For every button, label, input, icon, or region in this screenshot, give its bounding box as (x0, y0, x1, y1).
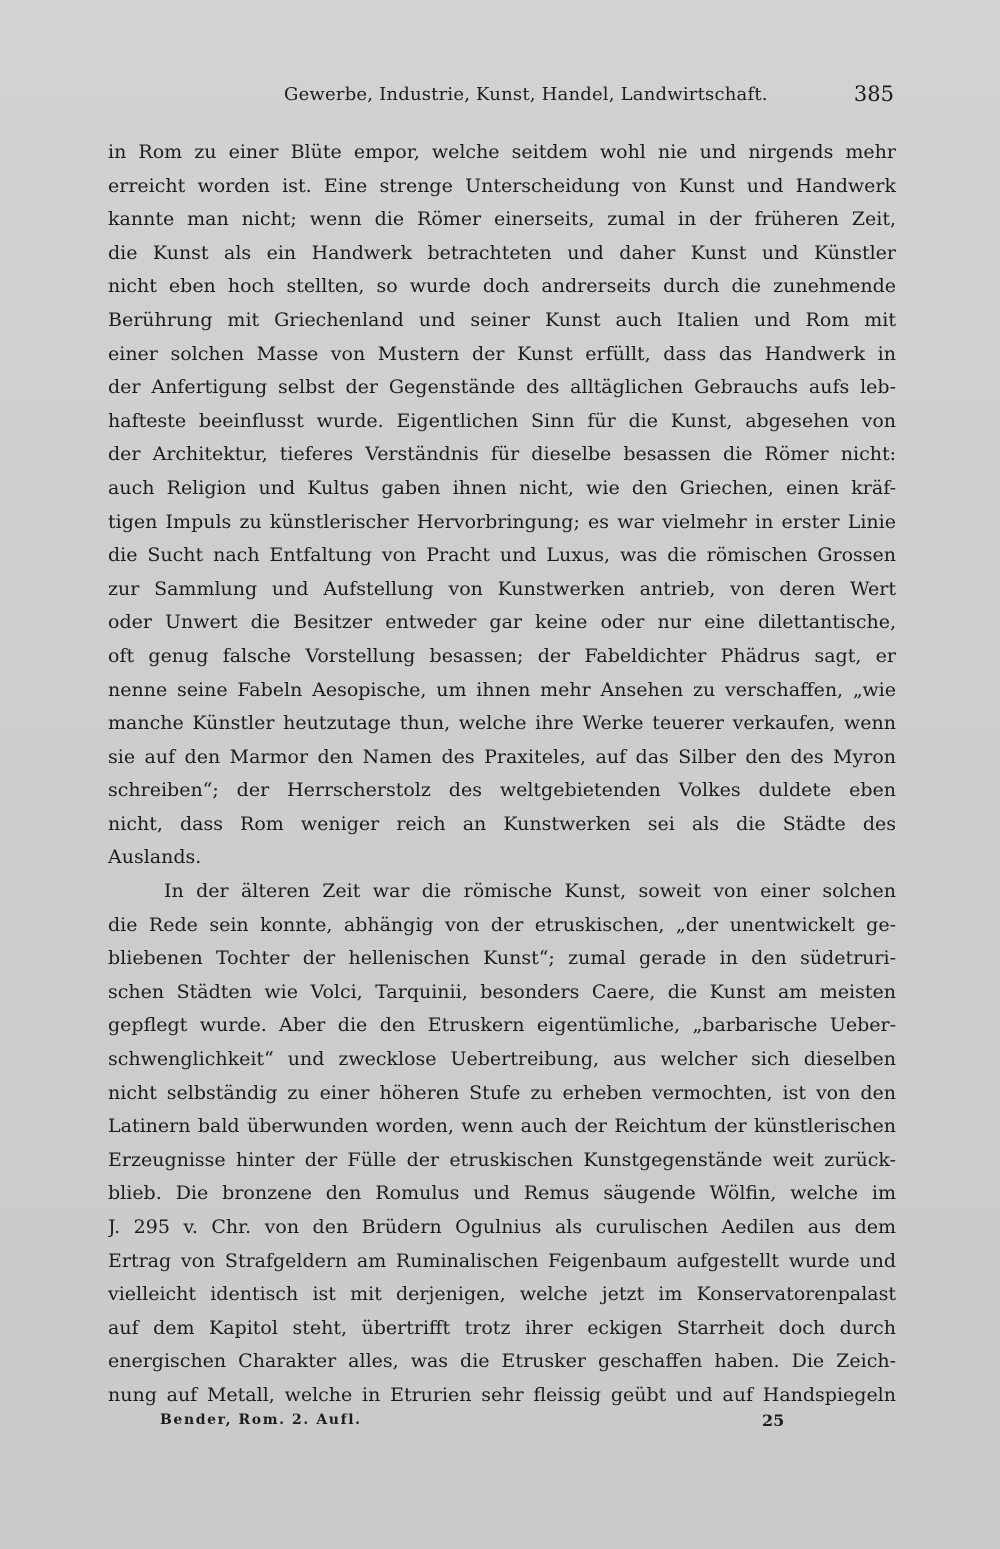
text-line: auf dem Kapitol steht, übertrifft trotz ihrer eckigen Starrheit doch durch (108, 1316, 896, 1339)
text-line: schwenglichkeit“ und zwecklose Uebertreibung, aus welcher sich dieselben (108, 1048, 896, 1071)
text-line: vielleicht identisch ist mit derjenigen, welche jetzt im Konservatorenpalast (108, 1283, 896, 1306)
text-line: nicht, dass Rom weniger reich an Kunstwerken sei als die Städte des (108, 812, 896, 835)
text-line: schreiben“; der Herrscherstolz des weltgebietenden Volkes duldete eben (108, 779, 896, 802)
page-footer (160, 1412, 800, 1436)
text-line: oder Unwert die Besitzer entweder gar keine oder nur eine dilettantische, (108, 611, 896, 634)
paragraph-end-line: Auslands. (108, 846, 202, 869)
text-line: hafteste beeinflusst wurde. Eigentlichen Sinn für die Kunst, abgesehen von (108, 409, 896, 432)
text-line: Berührung mit Griechenland und seiner Kunst auch Italien und Rom mit (108, 308, 896, 331)
text-line: blieb. Die bronzene den Romulus und Remus säugende Wölfin, welche im (108, 1182, 896, 1205)
text-line: Latinern bald überwunden worden, wenn auch der Reichtum der künstlerischen (108, 1115, 896, 1138)
text-line: erreicht worden ist. Eine strenge Unterscheidung von Kunst und Handwerk (108, 174, 896, 197)
sheet-number: 25 (762, 1411, 785, 1430)
text-line: in Rom zu einer Blüte empor, welche seitdem wohl nie und nirgends mehr (108, 141, 896, 163)
text-line: manche Künstler heutzutage thun, welche ihre Werke teuerer verkaufen, wenn (108, 712, 896, 735)
text-line: oft genug falsche Vorstellung besassen; der Fabeldichter Phädrus sagt, er (108, 644, 896, 667)
text-line: energischen Charakter alles, was die Etrusker geschaffen haben. Die Zeich- (108, 1350, 896, 1373)
running-head: Gewerbe, Industrie, Kunst, Handel, Landwirtschaft. (284, 84, 768, 105)
text-line: kannte man nicht; wenn die Römer einerseits, zumal in der früheren Zeit, (108, 208, 896, 231)
paragraph-start-line: In der älteren Zeit war die römische Kunst, soweit von einer solchen (164, 880, 896, 903)
text-line: die Kunst als ein Handwerk betrachteten und daher Kunst und Künstler (108, 241, 896, 264)
text-line: auch Religion und Kultus gaben ihnen nicht, wie den Griechen, einen kräf- (108, 476, 896, 499)
text-line: gepflegt wurde. Aber die den Etruskern eigentümliche, „barbarische Ueber- (108, 1014, 896, 1037)
text-line: zur Sammlung und Aufstellung von Kunstwerken antrieb, von deren Wert (108, 577, 896, 600)
text-line: einer solchen Masse von Mustern der Kunst erfüllt, dass das Handwerk in (108, 342, 896, 365)
text-line: nicht eben hoch stellten, so wurde doch andrerseits durch die zunehmende (108, 275, 896, 298)
text-line: Ertrag von Strafgeldern am Ruminalischen Feigenbaum aufgestellt wurde und (108, 1249, 896, 1272)
page-header (108, 84, 896, 114)
text-line: nenne seine Fabeln Aesopische, um ihnen mehr Ansehen zu verschaffen, „wie (108, 678, 896, 701)
page-number: 385 (853, 82, 894, 106)
text-line: Erzeugnisse hinter der Fülle der etruskischen Kunstgegenstände weit zurück- (108, 1148, 896, 1171)
text-line: die Rede sein konnte, abhängig von der etruskischen, „der unentwickelt ge- (108, 913, 896, 936)
printer-signature: Bender, Rom. 2. Aufl. (160, 1412, 362, 1428)
text-line: bliebenen Tochter der hellenischen Kunst“; zumal gerade in den südetruri- (108, 947, 896, 970)
text-line: die Sucht nach Entfaltung von Pracht und Luxus, was die römischen Grossen (108, 544, 896, 567)
text-line: schen Städten wie Volci, Tarquinii, besonders Caere, die Kunst am meisten (108, 980, 896, 1003)
text-line: der Architektur, tieferes Verständnis für dieselbe besassen die Römer nicht: (108, 443, 896, 466)
text-line: tigen Impuls zu künstlerischer Hervorbringung; es war vielmehr in erster Linie (108, 510, 896, 533)
text-line: nicht selbständig zu einer höheren Stufe zu erheben vermochten, ist von den (108, 1081, 896, 1104)
text-line: sie auf den Marmor den Namen des Praxiteles, auf das Silber den des Myron (108, 745, 896, 768)
body-text (108, 136, 896, 1413)
text-line: nung auf Metall, welche in Etrurien sehr fleissig geübt und auf Handspiegeln (108, 1383, 896, 1406)
text-line: J. 295 v. Chr. von den Brüdern Ogulnius als curulischen Aedilen aus dem (108, 1216, 896, 1238)
text-line: der Anfertigung selbst der Gegenstände des alltäglichen Gebrauchs aufs leb- (108, 376, 896, 399)
